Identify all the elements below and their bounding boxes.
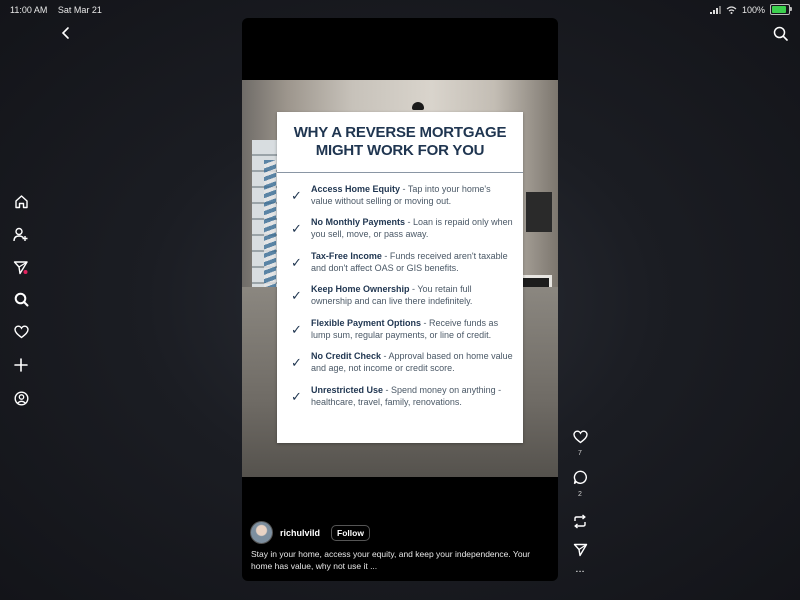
item-body: - You retain full ownership and can live there indefinitely. bbox=[311, 284, 473, 306]
repost-icon bbox=[572, 514, 588, 529]
share-button[interactable] bbox=[570, 540, 590, 560]
back-button[interactable] bbox=[56, 23, 76, 43]
sidebar-item-activity[interactable] bbox=[11, 257, 31, 277]
item-heading: Access Home Equity bbox=[311, 184, 401, 194]
sidebar-item-likes[interactable] bbox=[11, 322, 31, 342]
sidebar-item-profile[interactable] bbox=[11, 388, 31, 408]
status-date: Sat Mar 21 bbox=[57, 5, 102, 15]
search-button[interactable] bbox=[770, 23, 790, 43]
comment-count: 2 bbox=[578, 491, 582, 498]
sidebar-item-following[interactable] bbox=[11, 224, 31, 244]
plus-icon bbox=[14, 358, 28, 372]
avatar[interactable] bbox=[250, 521, 273, 544]
list-item bbox=[291, 284, 513, 307]
user-add-icon bbox=[13, 227, 29, 242]
item-heading: Flexible Payment Options bbox=[311, 318, 422, 328]
list-item bbox=[291, 184, 513, 207]
battery-percent: 100% bbox=[741, 4, 765, 15]
status-time: 11:00 AM bbox=[10, 5, 48, 15]
battery-icon bbox=[770, 4, 790, 15]
check-icon: ✓ bbox=[291, 188, 302, 203]
item-body: - Receive funds as lump sum, regular payments, or line of credit. bbox=[311, 318, 499, 340]
search-icon bbox=[773, 26, 788, 41]
item-heading: No Monthly Payments bbox=[311, 217, 406, 227]
heart-icon bbox=[573, 430, 588, 444]
list-item bbox=[291, 351, 513, 374]
check-icon: ✓ bbox=[291, 389, 302, 404]
username[interactable]: richulvild bbox=[280, 527, 321, 538]
follow-button[interactable]: Follow bbox=[331, 525, 370, 541]
item-body: - Funds received aren't taxable and don't affect OAS or GIS benefits. bbox=[311, 251, 508, 273]
room-lamp bbox=[412, 102, 424, 110]
check-icon: ✓ bbox=[291, 322, 302, 337]
card-title: WHY A REVERSE MORTGAGE MIGHT WORK FOR YOU bbox=[293, 124, 507, 159]
sidebar-item-home[interactable] bbox=[11, 191, 31, 211]
item-body: - Spend money on anything - healthcare, travel, family, renovations. bbox=[311, 385, 502, 407]
post-container bbox=[242, 18, 558, 581]
item-body: - Tap into your home's value without selling or moving out. bbox=[311, 184, 491, 206]
search-icon bbox=[14, 292, 29, 307]
room-tv bbox=[526, 192, 552, 232]
more-button[interactable]: ... bbox=[575, 563, 585, 575]
home-icon bbox=[14, 194, 29, 209]
list-item bbox=[291, 385, 513, 408]
like-button[interactable] bbox=[570, 427, 590, 447]
signal-icon bbox=[710, 6, 721, 14]
notification-dot bbox=[24, 270, 28, 274]
check-icon: ✓ bbox=[291, 355, 302, 370]
post-author bbox=[250, 521, 370, 544]
item-heading: Unrestricted Use bbox=[311, 385, 384, 395]
item-body: - Approval based on home value and age, not income or credit score. bbox=[311, 351, 513, 373]
card-header bbox=[277, 112, 523, 173]
item-heading: Tax-Free Income bbox=[311, 251, 382, 261]
post-caption[interactable]: Stay in your home, access your equity, and keep your independence. Your home has value, why not use it ... bbox=[251, 549, 531, 571]
heart-icon bbox=[14, 325, 29, 339]
comment-icon bbox=[573, 470, 588, 485]
wifi-icon bbox=[726, 6, 737, 14]
status-bar bbox=[0, 0, 800, 18]
check-icon: ✓ bbox=[291, 255, 302, 270]
chevron-left-icon bbox=[60, 26, 72, 40]
battery-fill bbox=[772, 6, 786, 13]
like-count: 7 bbox=[578, 450, 582, 457]
check-icon: ✓ bbox=[291, 288, 302, 303]
check-icon: ✓ bbox=[291, 221, 302, 236]
send-icon bbox=[573, 543, 588, 557]
info-card bbox=[277, 112, 523, 443]
item-body: - Loan is repaid only when you sell, move, or pass away. bbox=[311, 217, 513, 239]
list-item bbox=[291, 251, 513, 274]
list-item bbox=[291, 318, 513, 341]
comment-button[interactable] bbox=[570, 467, 590, 487]
item-heading: No Credit Check bbox=[311, 351, 382, 361]
send-icon bbox=[13, 260, 29, 275]
sidebar-item-create[interactable] bbox=[11, 355, 31, 375]
post-image[interactable] bbox=[242, 80, 558, 477]
sidebar-item-search[interactable] bbox=[11, 289, 31, 309]
item-heading: Keep Home Ownership bbox=[311, 284, 410, 294]
profile-icon bbox=[14, 391, 29, 406]
list-item bbox=[291, 217, 513, 240]
repost-button[interactable] bbox=[570, 511, 590, 531]
